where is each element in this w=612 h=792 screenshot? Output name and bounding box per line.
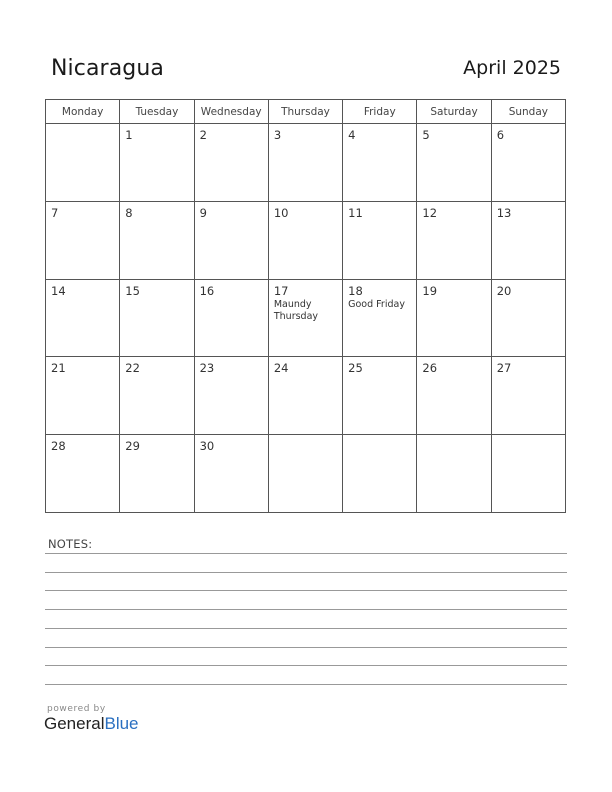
note-line [45, 628, 567, 629]
day-number: 15 [125, 283, 140, 298]
note-line [45, 684, 567, 685]
country-title: Nicaragua [51, 56, 164, 81]
day-cell [120, 435, 194, 513]
day-number: 17 [273, 283, 289, 298]
day-cell [194, 279, 268, 357]
week-row [46, 124, 566, 202]
note-line [45, 590, 567, 591]
day-number: 14 [51, 283, 66, 298]
brand-name-blue: Blue [104, 714, 139, 733]
day-number: 23 [199, 361, 215, 376]
day-number: 2 [199, 128, 207, 142]
day-cell [491, 201, 565, 279]
calendar-grid [45, 99, 566, 513]
note-line [45, 572, 567, 573]
day-number: 19 [422, 283, 438, 298]
day-cell [46, 124, 120, 202]
day-cell [417, 279, 491, 357]
day-cell [194, 435, 268, 513]
day-cell [268, 201, 342, 279]
day-cell [343, 124, 417, 202]
day-cell [343, 435, 417, 513]
note-line [45, 665, 567, 666]
day-number: 3 [273, 128, 282, 142]
day-number: 24 [273, 361, 289, 376]
day-cell [46, 357, 120, 435]
weekday-tuesday: Tuesday [120, 100, 194, 124]
day-cell [268, 435, 342, 513]
day-cell [46, 201, 120, 279]
weekday-monday: Monday [46, 100, 120, 124]
day-number: 4 [348, 128, 356, 142]
day-cell [343, 357, 417, 435]
day-number: 21 [51, 361, 66, 376]
day-cell [268, 279, 342, 357]
weekday-sunday: Sunday [491, 100, 565, 124]
day-cell [194, 201, 268, 279]
weekday-saturday: Saturday [417, 100, 491, 124]
day-number: 30 [199, 439, 215, 454]
day-cell [268, 124, 342, 202]
day-number: 20 [496, 283, 512, 298]
weekday-header-row [46, 100, 566, 124]
day-cell [343, 279, 417, 357]
day-cell [417, 124, 491, 202]
brand-name-general: General [44, 714, 105, 733]
note-line [45, 647, 567, 648]
day-cell [491, 124, 565, 202]
weekday-thursday: Thursday [268, 100, 342, 124]
day-number: 1 [125, 128, 133, 142]
day-number: 13 [496, 205, 512, 220]
weekday-wednesday: Wednesday [194, 100, 268, 124]
day-number: 10 [273, 205, 289, 220]
day-cell [194, 357, 268, 435]
day-cell [194, 124, 268, 202]
brand-name [44, 714, 139, 734]
powered-by-text: powered by [47, 704, 106, 714]
day-number: 5 [422, 128, 430, 142]
week-row [46, 279, 566, 357]
note-line [45, 609, 567, 610]
day-cell [417, 435, 491, 513]
day-cell [46, 279, 120, 357]
day-number: 9 [199, 205, 207, 220]
day-number: 8 [125, 205, 133, 220]
weekday-friday: Friday [343, 100, 417, 124]
brand-logo [44, 704, 139, 734]
day-cell [491, 279, 565, 357]
day-number: 6 [496, 128, 505, 142]
day-number: 25 [348, 361, 363, 376]
day-cell [268, 357, 342, 435]
day-number: 16 [199, 283, 215, 298]
day-number: 18 [348, 283, 363, 298]
day-cell [120, 357, 194, 435]
holiday-label: Good Friday [348, 298, 405, 310]
day-number: 28 [51, 439, 66, 454]
day-number: 11 [348, 205, 363, 220]
day-cell [491, 435, 565, 513]
day-cell [417, 201, 491, 279]
day-cell [417, 357, 491, 435]
holiday-label: Maundy Thursday [273, 298, 319, 322]
day-cell [120, 279, 194, 357]
notes-label: NOTES: [48, 537, 93, 551]
day-number: 12 [422, 205, 438, 220]
day-cell [120, 124, 194, 202]
day-cell [343, 201, 417, 279]
day-number: 26 [422, 361, 438, 376]
month-title: April 2025 [463, 57, 561, 79]
week-row [46, 357, 566, 435]
day-cell [46, 435, 120, 513]
week-row [46, 201, 566, 279]
note-line [45, 553, 567, 554]
week-row [46, 435, 566, 513]
day-cell [120, 201, 194, 279]
day-number: 22 [125, 361, 140, 376]
day-cell [491, 357, 565, 435]
day-number: 27 [496, 361, 512, 376]
day-number: 7 [51, 205, 59, 220]
day-number: 29 [125, 439, 140, 454]
